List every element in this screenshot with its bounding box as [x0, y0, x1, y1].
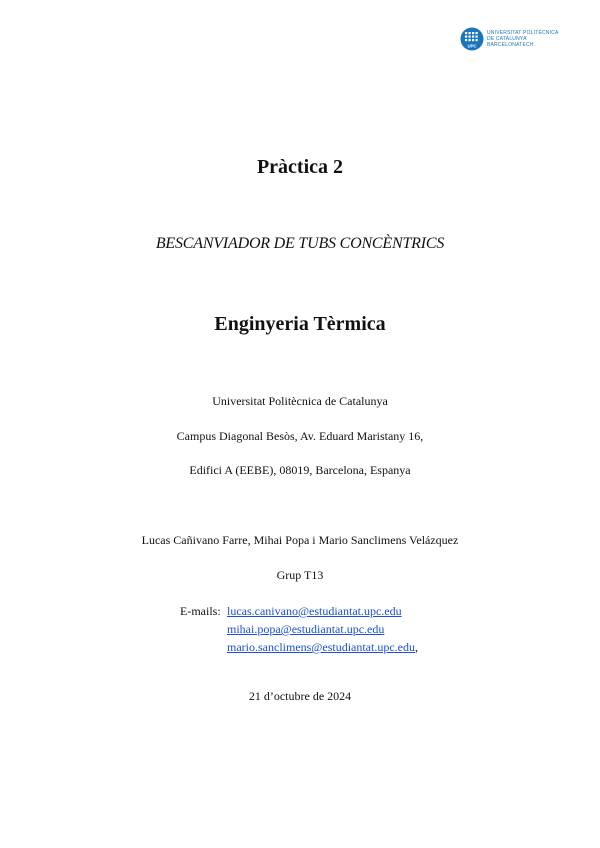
upc-logo — [460, 26, 560, 52]
upc-logo-icon — [460, 27, 484, 51]
logo-text — [487, 30, 559, 48]
email-link-mario[interactable]: mario.sanclimens@estudiantat.upc.edu — [227, 640, 415, 654]
document-date: 21 d’octubre de 2024 — [248, 689, 352, 703]
emails-indent — [180, 620, 227, 638]
email-link-mihai[interactable]: mihai.popa@estudiantat.upc.edu — [227, 622, 385, 636]
emails-label: E-mails: — [180, 604, 221, 618]
course-name: Enginyeria Tèrmica — [214, 313, 386, 335]
logo-line-2: DE CATALUNYA — [487, 36, 527, 42]
logo-line-3: BARCELONATECH — [487, 42, 534, 48]
emails-block — [180, 602, 418, 656]
emails-indent — [180, 638, 227, 656]
emails-trailing-comma: , — [415, 640, 418, 654]
authors: Lucas Cañivano Farre, Mihai Popa i Mario Sanclimens Velázquez — [141, 533, 459, 547]
campus-address: Campus Diagonal Besòs, Av. Eduard Maristany 16, — [176, 429, 424, 443]
university-name: Universitat Politècnica de Catalunya — [212, 394, 388, 408]
logo-line-1: UNIVERSITAT POLITÈCNICA — [487, 30, 559, 36]
document-subtitle: BESCANVIADOR DE TUBS CONCÈNTRICS — [155, 235, 445, 252]
logo-mark-text: UPC — [467, 43, 477, 49]
building-address: Edifici A (EEBE), 08019, Barcelona, Espanya — [189, 463, 411, 477]
group-name: Grup T13 — [276, 568, 324, 582]
document-title: Pràctica 2 — [256, 156, 344, 178]
email-link-lucas[interactable]: lucas.canivano@estudiantat.upc.edu — [227, 604, 402, 618]
